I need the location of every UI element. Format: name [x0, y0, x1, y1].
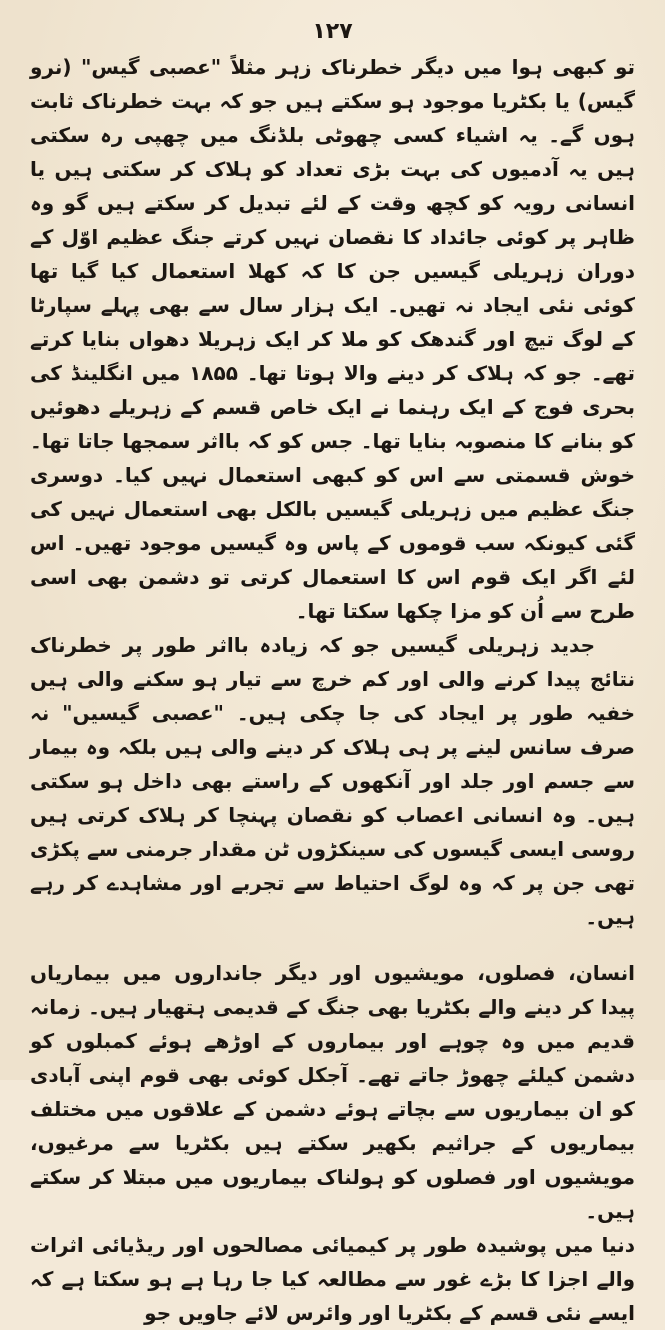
paragraph-4: دنیا میں پوشیدہ طور پر کیمیائی مصالحوں اور ریڈیائی اثرات والے اجزا کا بڑے غور سے مطالعہ کیا جا رہا ہے ہو سکتا ہے کہ ایسے نئی قسم کے بکٹریا اور وائرس لائے جاویں جو [30, 1233, 635, 1325]
paragraph-1: تو کبھی ہوا میں دیگر خطرناک زہر مثلاً "عصبی گیس" (نرو گیس) یا بکٹریا موجود ہو سکتے ہیں جو کہ بہت خطرناک ثابت ہوں گے۔ یہ اشیاء کسی چھوٹی بلڈنگ میں چھپی رہ سکتی ہیں یہ آدمیوں کی بہت بڑی تعداد کو ہلاک کر سکتی ہیں یا انسانی رویہ کو کچھ وقت کے لئے تبدیل کر سکتے ہیں گو وہ ظاہر پر کوئی جائداد کا نقصان نہیں کرتے جنگ عظیم اوّل کے دوران زہریلی گیسیں جن کا کہ کھلا استعمال کیا گیا تھا کوئی نئی ایجاد نہ تھیں۔ ایک ہزار سال سے بھی پہلے سپارٹا کے لوگ تیچ اور گندھک کو ملا کر ایک زہریلا دھواں بنایا کرتے تھے۔ جو کہ ہلاک کر دینے والا ہوتا تھا۔ ۱۸۵۵ میں انگلینڈ کی بحری فوج کے ایک رہنما نے ایک خاص قسم کے زہریلے دھوئیں کو بنانے کا منصوبہ بنایا تھا۔ جس کو کہ بااثر سمجھا جاتا تھا۔ خوش قسمتی سے اس کو کبھی استعمال نہیں کیا۔ دوسری جنگ عظیم میں زہریلی گیسیں بالکل بھی استعمال نہیں کی گئی کیونکہ سب قوموں کے پاس وہ گیسیں موجود تھیں۔ اس لئے اگر ایک قوم اس کا استعمال کرتی تو دشمن بھی اسی طرح سے اُن کو مزا چکھا سکتا تھا۔ [30, 55, 635, 623]
paragraph-gap [30, 934, 635, 956]
paragraph-3: انسان، فصلوں، مویشیوں اور دیگر جانداروں میں بیماریاں پیدا کر دینے والے بکٹریا بھی جنگ کے قدیمی ہتھیار ہیں۔ زمانہ قدیم میں وہ چوہے اور بیماروں کے اوڑھے ہوئے کمبلوں کو دشمن کیلئے چھوڑ جاتے تھے۔ آجکل کوئی بھی قوم اپنی آبادی کو ان بیماریوں سے بچاتے ہوئے دشمن کے علاقوں میں مختلف بیماریوں کے جراثیم بکھیر سکتے ہیں بکٹریا سے مرغیوں، مویشیوں اور فصلوں کو ہولناک بیماریوں میں مبتلا کر سکتے ہیں۔ [30, 961, 635, 1223]
page-number: ۱۲۷ [312, 19, 353, 44]
paragraph-2: جدید زہریلی گیسیں جو کہ زیادہ بااثر طور پر خطرناک نتائج پیدا کرنے والی اور کم خرچ سے تیار ہو سکنے والی ہیں خفیہ طور پر ایجاد کی جا چکی ہیں۔ "عصبی گیسیں" نہ صرف سانس لینے پر ہی ہلاک کر دینے والی ہیں بلکہ وہ بیمار سے جسم اور جلد اور آنکھوں کے راستے بھی داخل ہو سکتی ہیں۔ وہ انسانی اعصاب کو نقصان پہنچا کر ہلاک کرتی ہیں روسی ایسی گیسوں کی سینکڑوں ٹن مقدار جرمنی سے پکڑی تھی جن پر کہ وہ لوگ احتیاط سے تجربے اور مشاہدے کر رہے ہیں۔ [30, 633, 635, 929]
page-body [30, 50, 635, 1330]
